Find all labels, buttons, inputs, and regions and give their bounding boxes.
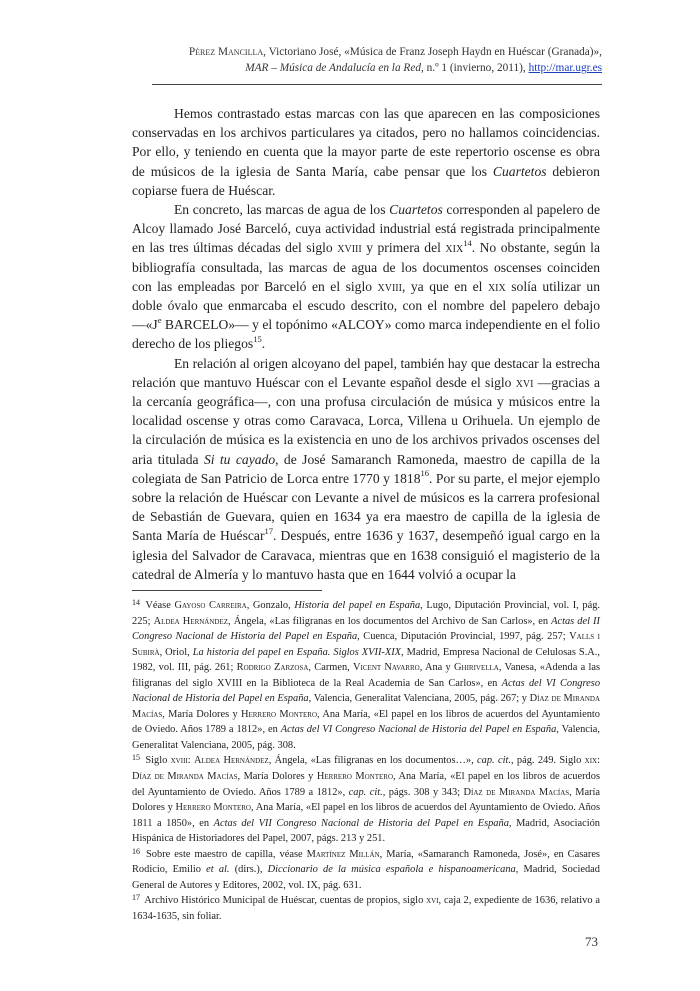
header-author-title: , Victoriano José, «Música de Franz Joseph Haydn en Huéscar (Granada)», [263,46,602,58]
footnotes [132,598,600,924]
header-line-1 [132,44,602,60]
header-url-link[interactable]: http://mar.ugr.es [528,62,602,74]
body-text [132,104,600,584]
paragraph-3: En relación al origen alcoyano del papel, también hay que destacar la estrecha relación que mantuvo Huéscar con el Levante español desde el siglo xvi —gracias a la cercanía geográfica—, con una profusa circulación de música y músicos entre la localidad oscense y otras como Caravaca, Lorca, Villena u Orihuela. Un ejemplo de la circulación de música es la existencia en uno de los archivos privados oscenses del aria titulada Si tu cayado, de José Samaranch Ramoneda, maestro de capilla de la colegiata de San Patricio de Lorca entre 1770 y 1818$^{16}$. Por su parte, el mejor ejemplo sobre la relación de Huéscar con Levante a nivel de músicos es la carrera profesional de Sebastián de Guevara, quien en 1634 ya era maestro de capilla de la iglesia de Santa María de Huéscar$^{17}$. Después, entre 1636 y 1637, desempeñó igual cargo en la iglesia del Salvador de Caravaca, mientras que en 1638 consiguió el magisterio de la catedral de Almería y lo mantuvo hasta que en 1644 volvió a ocupar la [132,355,601,582]
paragraph-2: En concreto, las marcas de agua de los Cuartetos corresponden al papelero de Alcoy llamado José Barceló, cuya actividad industrial está registrada principalmente en las tres últimas décadas del siglo xviii y primera del xix$^{14}$. No obstante, según la bibliografía consultada, las marcas de agua de los documentos oscenses coinciden con las empleadas por Barceló en el siglo xviii, ya que en el xix solía utilizar un doble óvalo que enmarcaba el escudo descrito, con el nombre del papelero debajo —«J$^e$ BARCELO»— y el topónimo «ALCOY» como marca independiente en el folio derecho de los pliegos$^{15}$. [132,202,600,352]
header-issue: , n.º 1 (invierno, 2011), [420,62,529,74]
footnote-17: $^{17}$ Archivo Histórico Municipal de Huéscar, cuentas de propios, siglo xvi, caja 2, expediente de 1636, relativo a 1634-1635, sin foliar. [132,893,600,922]
footnote-rule [132,590,322,591]
footnote-14: $^{14}$ Véase Gayoso Carreira, Gonzalo, Historia del papel en España, Lugo, Diputación Provincial, vol. I, pág. 225; Aldea Hernández, Ángela, «Las filigranas en los documentos del Archivo de San Carlos», en Actas del II Congreso Nacional de Historia del Papel en España, Cuenca, Diputación Provincial, 1997, pág. 257; Valls i Subirà, Oriol, La historia del papel en España. Siglos XVII-XIX, Madrid, Empresa Nacional de Celulosas S.A., 1982, vol. III, pág. 261; Rodrigo Zarzosa, Carmen, Vicent Navarro, Ana y Ghirivella, Vanesa, «Adenda a las filigranas del siglo XVIII en la Biblioteca de la Real Academia de San Carlos», en Actas del VI Congreso Nacional de Historia del Papel en España, Valencia, Generalitat Valenciana, 2005, pág. 267; y Díaz de Miranda Macías, María Dolores y Herrero Montero, Ana María, «El papel en los libros de acuerdos del Ayuntamiento de Oviedo. Años 1789 a 1812», en Actas del VI Congreso Nacional de Historia del Papel en España, Valencia, Generalitat Valenciana, 2005, pág. 308. [132,598,601,751]
footnote-ref-16[interactable]: 16 [420,468,430,479]
footnote-16: $^{16}$ Sobre este maestro de capilla, véase Martínez Millán, María, «Samaranch Ramoneda, José», en Casares Rodicio, Emilio et al. (dirs.), Diccionario de la música española e hispanoamericana, Madrid, Sociedad General de Autores y Editores, 2002, vol. IX, pág. 631. [132,846,600,891]
page-number: 73 [585,934,598,949]
paragraph-1: Hemos contrastado estas marcas con las que aparecen en las composiciones conservadas en los archivos particulares ya citados, pero no hallamos coincidencias. Por ello, y teniendo en cuenta que la mayor parte de este repertorio oscense es obra de músicos de la iglesia de Santa María, cabe pensar que los Cuartetos debieron copiarse fuera de Huéscar. [132,106,600,198]
footnote-ref-14[interactable]: 14 [463,237,472,248]
running-header [132,44,602,76]
header-rule [152,84,602,85]
header-journal: MAR – Música de Andalucía en la Red [245,62,421,74]
header-line-2 [132,60,602,76]
header-author-surname: Pérez Mancilla [188,46,264,58]
footnote-15: $^{15}$ Siglo xviii: Aldea Hernández, Ángela, «Las filigranas en los documentos…», cap. cit., pág. 249. Siglo xix: Díaz de Miranda Macías, María Dolores y Herrero Montero, Ana María, «El papel en los libros de acuerdos del Ayuntamiento de Oviedo. Años 1789 a 1812», cap. cit., págs. 308 y 343; Díaz de Miranda Macías, María Dolores y Herrero Montero, Ana María, «El papel en los libros de acuerdos del Ayuntamiento de Oviedo. Años 1811 a 1850», en Actas del VII Congreso Nacional de Historia del Papel en España, Madrid, Asociación Hispánica de Historiadores del Papel, 2007, págs. 213 y 251. [132,753,601,845]
footnote-ref-17[interactable]: 17 [264,525,273,536]
footnote-ref-15[interactable]: 15 [253,333,262,344]
